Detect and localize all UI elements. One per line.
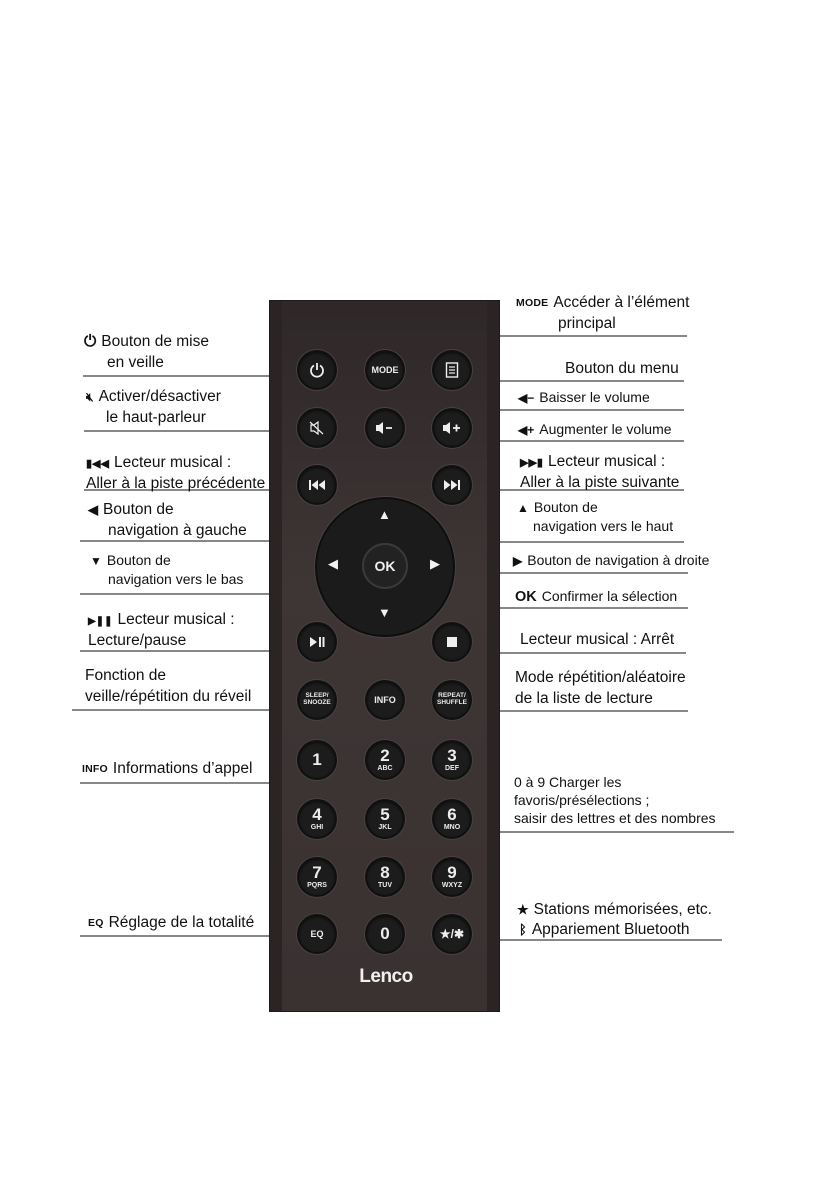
previous-track-button[interactable] [297, 465, 337, 505]
mute-icon [309, 421, 325, 435]
eq-button[interactable] [297, 914, 337, 954]
letters-7: PQRS [307, 881, 327, 889]
label-sleep-line2: veille/répétition du réveil [85, 687, 252, 705]
mode-button[interactable] [365, 350, 405, 390]
label-nav-left-line2: navigation à gauche [108, 521, 247, 539]
sleep-label-1: SLEEP/ [305, 692, 329, 700]
label-info [82, 759, 252, 780]
label-stop [520, 630, 674, 651]
arrow-up-icon[interactable]: ▲ [378, 507, 391, 522]
arrow-left-icon: ◀ [88, 502, 98, 517]
info-button[interactable] [365, 680, 405, 720]
label-star [517, 900, 712, 940]
label-vol-up [518, 420, 672, 439]
number-5-button[interactable] [365, 799, 405, 839]
letters-6: MNO [443, 823, 461, 831]
digit-8: 8 [380, 863, 390, 883]
play-pause-icon: ▶❚❚ [88, 616, 113, 627]
label-ok-line1: Confirmer la sélection [541, 588, 678, 604]
label-star-line1: Stations mémorisées, etc. [533, 901, 712, 918]
volume-down-button[interactable] [365, 408, 405, 448]
letters-8: TUV [378, 881, 392, 889]
number-0-button[interactable] [365, 914, 405, 954]
label-next-line1: Lecteur musical : [547, 453, 666, 470]
arrow-down-icon: ▼ [90, 554, 102, 568]
label-nav-right-line1: Bouton de navigation à droite [527, 552, 710, 568]
digit-2: 2 [380, 746, 390, 766]
sleep-snooze-button[interactable] [297, 680, 337, 720]
label-power-line1: Bouton de mise [101, 333, 209, 350]
label-eq-symbol: EQ [88, 917, 104, 929]
mode-button-label: MODE [371, 365, 399, 375]
star-bluetooth-label: ★/✱ [439, 927, 465, 941]
label-repeat-line2: de la liste de lecture [515, 689, 653, 707]
arrow-up-icon: ▲ [517, 501, 529, 515]
bluetooth-icon: ᛒ [519, 922, 527, 938]
number-9-button[interactable] [432, 857, 472, 897]
ok-button[interactable] [362, 543, 408, 589]
eq-button-label: EQ [310, 929, 324, 939]
next-track-icon: ▶▶▮ [520, 457, 543, 469]
label-power-line2: en veille [107, 353, 164, 371]
label-numbers [514, 773, 716, 828]
label-mode [516, 293, 689, 335]
letters-4: GHI [310, 823, 324, 831]
label-nav-up-line1: Bouton de [533, 499, 598, 515]
label-play-line2: Lecture/pause [88, 631, 187, 649]
label-prev-line1: Lecteur musical : [113, 454, 232, 471]
next-track-button[interactable] [432, 465, 472, 505]
volume-down-icon: ◀− [518, 391, 535, 405]
digit-4: 4 [312, 805, 322, 825]
power-button[interactable] [297, 350, 337, 390]
repeat-shuffle-button[interactable] [432, 680, 472, 720]
label-numbers-line1: 0 à 9 Charger les [514, 774, 622, 790]
number-4-button[interactable] [297, 799, 337, 839]
label-numbers-line3: saisir des lettres et des nombres [514, 810, 716, 827]
stop-button[interactable] [432, 622, 472, 662]
number-1-button[interactable] [297, 740, 337, 780]
menu-icon [445, 362, 459, 378]
label-vol-up-line1: Augmenter le volume [539, 421, 672, 437]
label-menu-line1: Bouton du menu [565, 360, 679, 377]
digit-5: 5 [380, 805, 390, 825]
label-prev-line2: Aller à la piste précédente [86, 474, 266, 492]
label-ok-symbol: OK [515, 589, 537, 605]
label-eq-line1: Réglage de la totalité [108, 914, 255, 931]
power-icon: ⏻ [84, 333, 97, 350]
digit-1: 1 [312, 749, 322, 769]
mute-button[interactable] [297, 408, 337, 448]
label-mode-line1: Accéder à l’élément [553, 294, 690, 311]
previous-track-icon: ▮◀◀ [86, 458, 109, 470]
info-button-label: INFO [374, 695, 396, 705]
stop-icon [447, 637, 457, 647]
arrow-left-icon[interactable]: ◀ [328, 556, 338, 571]
previous-track-icon [308, 479, 326, 491]
sleep-label-2: SNOOZE [303, 699, 331, 706]
label-play-line1: Lecteur musical : [117, 611, 235, 628]
label-menu [565, 359, 679, 380]
label-ok [515, 587, 677, 608]
arrow-down-icon[interactable]: ▼ [378, 605, 391, 620]
digit-9: 9 [447, 863, 457, 883]
label-prev [86, 453, 265, 495]
label-nav-left-line1: Bouton de [103, 501, 174, 518]
volume-up-button[interactable] [432, 408, 472, 448]
volume-up-icon [442, 421, 462, 435]
label-nav-down-line2: navigation vers le bas [108, 570, 244, 587]
power-icon [309, 362, 325, 378]
label-vol-down [518, 388, 650, 407]
star-bluetooth-button[interactable] [432, 914, 472, 954]
digit-0: 0 [380, 923, 390, 943]
number-7-button[interactable] [297, 857, 337, 897]
repeat-label-2: SHUFFLE [437, 699, 467, 706]
number-8-button[interactable] [365, 857, 405, 897]
digit-3: 3 [447, 746, 457, 766]
brand-logo: Lenco [359, 966, 413, 987]
label-play [88, 610, 235, 652]
label-nav-down [90, 551, 243, 589]
remote-edge-left [270, 301, 282, 1011]
label-nav-down-line1: Bouton de [106, 552, 171, 568]
ok-button-label: OK [374, 558, 396, 574]
next-track-icon [443, 479, 461, 491]
volume-down-icon [375, 421, 395, 435]
digit-6: 6 [447, 805, 457, 825]
remote-edge-right [487, 301, 499, 1011]
label-stop-line1: Lecteur musical : Arrêt [520, 631, 675, 648]
label-eq [88, 913, 254, 934]
label-repeat-line1: Mode répétition/aléatoire [515, 669, 686, 686]
label-nav-left [88, 500, 247, 542]
label-nav-right [513, 551, 709, 570]
label-mute-line2: le haut-parleur [106, 408, 206, 426]
label-mode-line2: principal [558, 314, 616, 332]
label-nav-up [517, 498, 673, 536]
letters-3: DEF [445, 764, 459, 772]
label-sleep [85, 666, 251, 708]
label-nav-up-line2: navigation vers le haut [533, 517, 674, 534]
label-star-line2: Appariement Bluetooth [531, 921, 690, 939]
arrow-right-icon[interactable]: ▶ [430, 556, 440, 571]
label-numbers-line2: favoris/présélections ; [514, 792, 650, 809]
number-6-button[interactable] [432, 799, 472, 839]
label-mode-symbol: MODE [516, 297, 549, 309]
label-mute-line1: Activer/désactiver [98, 388, 221, 405]
arrow-right-icon: ▶ [513, 554, 523, 568]
letters-5: JKL [378, 823, 392, 831]
play-pause-icon [309, 636, 325, 648]
label-info-line1: Informations d’appel [112, 760, 253, 777]
label-next [520, 452, 679, 494]
star-icon: ★ [517, 902, 529, 917]
digit-7: 7 [312, 863, 322, 883]
label-repeat [515, 668, 686, 710]
menu-button[interactable] [432, 350, 472, 390]
letters-2: ABC [377, 764, 393, 772]
mute-icon: 🔇︎ [86, 390, 94, 404]
volume-up-icon: ◀+ [518, 423, 535, 437]
play-pause-button[interactable] [297, 622, 337, 662]
label-power [84, 332, 209, 374]
number-3-button[interactable] [432, 740, 472, 780]
label-mute [86, 387, 221, 429]
label-next-line2: Aller à la piste suivante [520, 473, 680, 491]
label-info-symbol: INFO [82, 763, 108, 775]
letters-9: WXYZ [441, 881, 463, 889]
repeat-label-1: REPEAT/ [438, 692, 466, 700]
label-sleep-line1: Fonction de [85, 667, 166, 684]
label-vol-down-line1: Baisser le volume [539, 389, 650, 405]
number-2-button[interactable] [365, 740, 405, 780]
